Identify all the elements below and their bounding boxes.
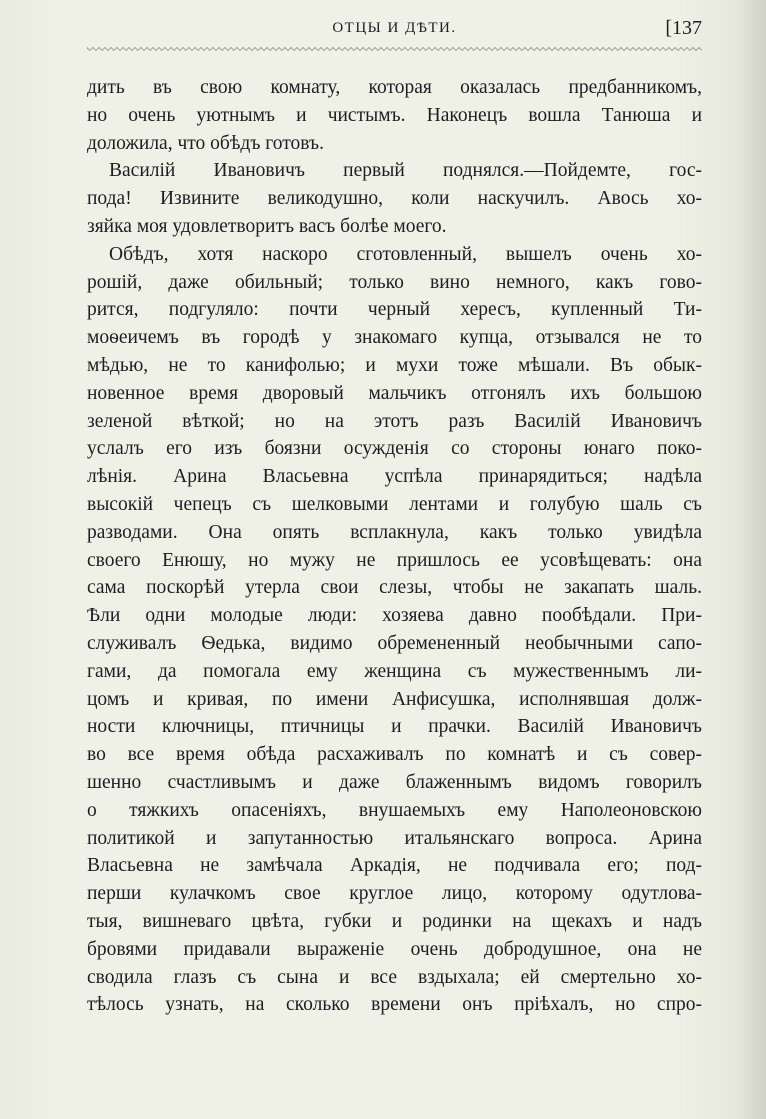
text-line: своего Енюшу, но мужу не пришлось ее усовѣщевать: она (87, 549, 702, 571)
text-line: Обѣдъ, хотя наскоро сготовленный, вышелъ очень хо- (109, 243, 702, 265)
text-line: бровями придавали выраженіе очень добродушное, она не (87, 938, 702, 960)
text-line: доложила, что обѣдъ готовъ. (87, 132, 324, 154)
text-line: гами, да помогала ему женщина съ мужественнымъ ли- (87, 660, 702, 682)
text-line: моѳеичемъ въ городѣ у знакомаго купца, отзывался не то (87, 327, 702, 349)
text-line: рошій, даже обильный; только вино немного, какъ гово- (87, 271, 702, 293)
running-title: ОТЦЫ И ДѢТИ. (332, 20, 457, 36)
text-line: зяйка моя удовлетворитъ васъ болѣе моего. (87, 215, 447, 237)
text-line: политикой и запутанностью итальянскаго вопроса. Арина (87, 827, 702, 849)
text-line: перши кулачкомъ свое круглое лицо, которому одутлова- (87, 883, 702, 905)
text-line: цомъ и кривая, по имени Анфисушка, исполнявшая долж- (87, 688, 702, 710)
text-line: разводами. Она опять всплакнула, какъ только увидѣла (87, 521, 702, 543)
text-line: мѣдью, не то канифолью; и мухи тоже мѣшали. Въ обык- (87, 354, 702, 376)
text-line: Ѣли одни молодые люди: хозяева давно пообѣдали. При- (87, 605, 702, 627)
text-line: о тяжкихъ опасеніяхъ, внушаемыхъ ему Наполеоновскою (87, 799, 702, 821)
text-line: но очень уютнымъ и чистымъ. Наконецъ вошла Танюша и (87, 104, 702, 126)
text-line: новенное время дворовый мальчикъ отгонялъ ихъ большою (87, 382, 702, 404)
text-line: шенно счастливымъ и даже блаженнымъ видомъ говорилъ (87, 771, 702, 793)
text-line: Василій Ивановичъ первый поднялся.—Пойдемте, гос- (109, 160, 702, 182)
page-number: [137 (665, 17, 702, 39)
text-line: пода! Извините великодушно, коли наскучилъ. Авось хо- (87, 188, 702, 210)
text-line: услалъ его изъ боязни осужденія со стороны юнаго поко- (87, 438, 702, 460)
text-line: во все время обѣда расхаживалъ по комнатѣ и съ совер- (87, 744, 702, 766)
text-line: зеленой вѣткой; но на этотъ разъ Василій Ивановичъ (87, 410, 702, 432)
wavy-rule-divider (87, 46, 702, 52)
text-line: ности ключницы, птичницы и прачки. Василій Ивановичъ (87, 716, 702, 738)
text-line: лѣнія. Арина Власьевна успѣла принарядиться; надѣла (87, 466, 702, 488)
text-line: тыя, вишневаго цвѣта, губки и родинки на щекахъ и надъ (87, 910, 702, 932)
text-line: дить въ свою комнату, которая оказалась предбанникомъ, (87, 77, 702, 98)
text-line: высокій чепецъ съ шелковыми лентами и голубую шаль съ (87, 493, 702, 515)
text-line: Власьевна не замѣчала Аркадія, не подчивала его; под- (87, 855, 702, 877)
text-line: тѣлось узнать, на сколько времени онъ пріѣхалъ, но спро- (87, 994, 702, 1016)
text-line: сама поскорѣй утерла свои слезы, чтобы не закапать шаль. (87, 577, 702, 599)
body-text (87, 74, 702, 1019)
text-line: сводила глазъ съ сына и все вздыхала; ей смертельно хо- (87, 966, 702, 988)
text-line: рится, подгуляло: почти черный хересъ, купленный Ти- (87, 299, 702, 321)
text-line: служивалъ Ѳедька, видимо обремененный необычными сапо- (87, 632, 702, 654)
